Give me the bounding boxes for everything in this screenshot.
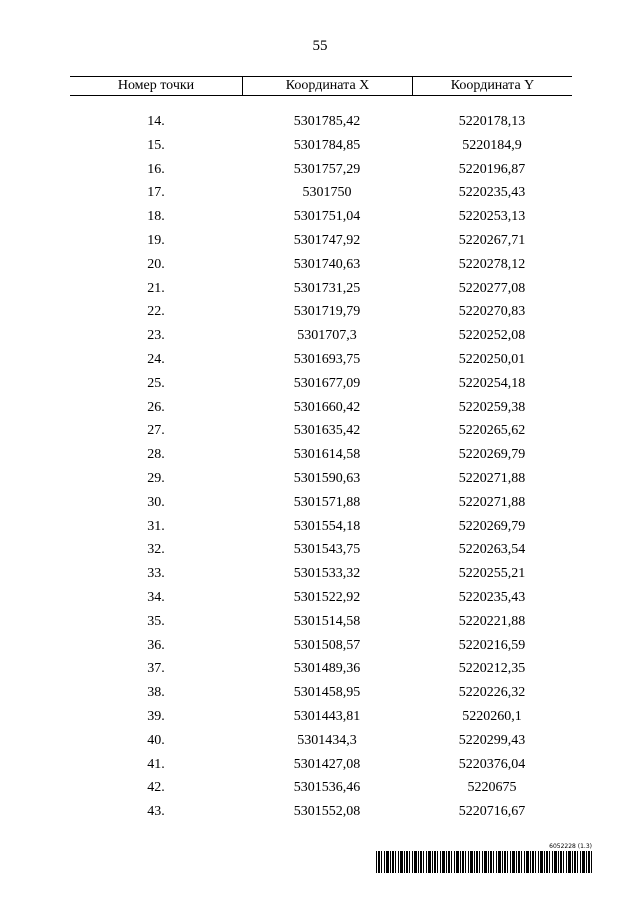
cell-coordinate-y: 5220265,62 <box>458 423 526 439</box>
cell-coordinate-y: 5220216,59 <box>458 637 526 653</box>
cell-coordinate-y: 5220259,38 <box>458 399 526 415</box>
cell-coordinate-x: 5301571,88 <box>293 494 361 510</box>
cell-coordinate-y: 5220267,71 <box>458 232 526 248</box>
table-row <box>70 303 572 327</box>
cell-coordinate-y: 5220271,88 <box>458 470 526 486</box>
table-row <box>70 803 572 827</box>
cell-coordinate-x: 5301552,08 <box>293 804 361 820</box>
cell-coordinate-x: 5301719,79 <box>293 304 361 320</box>
cell-coordinate-x: 5301784,85 <box>293 137 361 153</box>
table-row <box>70 208 572 232</box>
cell-point-number: 14. <box>147 114 165 129</box>
cell-point-number: 27. <box>147 423 165 439</box>
table-row <box>70 518 572 542</box>
table-body <box>70 113 572 827</box>
cell-point-number: 23. <box>147 328 165 344</box>
cell-coordinate-x: 5301614,58 <box>293 447 361 463</box>
barcode-bars <box>376 851 592 873</box>
cell-point-number: 26. <box>147 399 165 415</box>
cell-coordinate-y: 5220269,79 <box>458 447 526 463</box>
cell-coordinate-y: 5220254,18 <box>458 375 526 391</box>
cell-coordinate-x: 5301590,63 <box>293 470 361 486</box>
cell-coordinate-x: 5301489,36 <box>293 661 361 677</box>
table-row <box>70 256 572 280</box>
cell-coordinate-y: 5220212,35 <box>458 661 526 677</box>
cell-point-number: 25. <box>147 375 165 391</box>
cell-coordinate-x: 5301757,29 <box>293 161 361 177</box>
cell-coordinate-x: 5301554,18 <box>293 518 361 534</box>
cell-coordinate-y: 5220675 <box>467 780 517 796</box>
cell-point-number: 31. <box>147 518 165 534</box>
cell-coordinate-y: 5220270,83 <box>458 304 526 320</box>
cell-coordinate-x: 5301514,58 <box>293 613 361 629</box>
cell-coordinate-x: 5301785,42 <box>293 114 361 129</box>
barcode-icon <box>376 851 592 873</box>
cell-point-number: 22. <box>147 304 165 320</box>
table-row <box>70 113 572 137</box>
cell-coordinate-y: 5220376,04 <box>458 756 526 772</box>
table-row <box>70 708 572 732</box>
cell-coordinate-y: 5220235,43 <box>458 185 526 201</box>
cell-point-number: 37. <box>147 661 165 677</box>
cell-coordinate-x: 5301427,08 <box>293 756 361 772</box>
table-row <box>70 137 572 161</box>
cell-coordinate-x: 5301693,75 <box>293 351 361 367</box>
barcode-number: 6052228 (1.3) <box>549 843 592 850</box>
cell-point-number: 36. <box>147 637 165 653</box>
table-row <box>70 541 572 565</box>
header-point-number: Номер точки <box>117 78 195 93</box>
cell-coordinate-y: 5220271,88 <box>458 494 526 510</box>
cell-coordinate-y: 5220716,67 <box>458 804 526 820</box>
cell-point-number: 21. <box>147 280 165 296</box>
cell-point-number: 20. <box>147 256 165 272</box>
cell-coordinate-x: 5301443,81 <box>293 708 361 724</box>
cell-coordinate-y: 5220263,54 <box>458 542 526 558</box>
table-row <box>70 684 572 708</box>
table-row <box>70 446 572 470</box>
cell-coordinate-y: 5220226,32 <box>458 685 526 701</box>
cell-coordinate-y: 5220253,13 <box>458 209 526 225</box>
cell-point-number: 16. <box>147 161 165 177</box>
cell-point-number: 43. <box>147 804 165 820</box>
cell-coordinate-y: 5220277,08 <box>458 280 526 296</box>
cell-coordinate-y: 5220221,88 <box>458 613 526 629</box>
cell-point-number: 35. <box>147 613 165 629</box>
cell-coordinate-y: 5220184,9 <box>462 137 522 153</box>
cell-coordinate-y: 5220269,79 <box>458 518 526 534</box>
cell-coordinate-x: 5301751,04 <box>293 209 361 225</box>
cell-point-number: 19. <box>147 232 165 248</box>
cell-coordinate-x: 5301434,3 <box>297 732 357 748</box>
cell-point-number: 17. <box>147 185 165 201</box>
cell-coordinate-y: 5220252,08 <box>458 328 526 344</box>
table-row <box>70 375 572 399</box>
table-row <box>70 756 572 780</box>
table-row <box>70 637 572 661</box>
table-row <box>70 565 572 589</box>
cell-coordinate-x: 5301750 <box>302 185 352 201</box>
cell-coordinate-x: 5301536,46 <box>293 780 361 796</box>
cell-point-number: 32. <box>147 542 165 558</box>
cell-point-number: 18. <box>147 209 165 225</box>
table-row <box>70 399 572 423</box>
cell-point-number: 33. <box>147 566 165 582</box>
cell-point-number: 28. <box>147 447 165 463</box>
table-row <box>70 470 572 494</box>
cell-point-number: 41. <box>147 756 165 772</box>
header-coordinate-x: Координата X <box>242 77 412 95</box>
table-row <box>70 161 572 185</box>
cell-coordinate-y: 5220178,13 <box>458 114 526 129</box>
table-row <box>70 280 572 304</box>
cell-point-number: 42. <box>147 780 165 796</box>
coordinates-table <box>70 76 572 827</box>
cell-coordinate-x: 5301677,09 <box>293 375 361 391</box>
cell-point-number: 40. <box>147 732 165 748</box>
cell-coordinate-x: 5301458,95 <box>293 685 361 701</box>
cell-coordinate-x: 5301533,32 <box>293 566 361 582</box>
cell-coordinate-x: 5301635,42 <box>293 423 361 439</box>
table-row <box>70 779 572 803</box>
page-number: 55 <box>312 38 328 54</box>
table-row <box>70 732 572 756</box>
table-row <box>70 422 572 446</box>
cell-coordinate-y: 5220299,43 <box>458 732 526 748</box>
cell-coordinate-y: 5220255,21 <box>458 566 526 582</box>
table-row <box>70 494 572 518</box>
table-row <box>70 232 572 256</box>
cell-point-number: 39. <box>147 708 165 724</box>
cell-coordinate-x: 5301731,25 <box>293 280 361 296</box>
cell-point-number: 34. <box>147 589 165 605</box>
barcode-block <box>376 843 592 883</box>
table-row <box>70 613 572 637</box>
cell-coordinate-x: 5301740,63 <box>293 256 361 272</box>
cell-point-number: 24. <box>147 351 165 367</box>
cell-point-number: 15. <box>147 137 165 153</box>
cell-coordinate-y: 5220235,43 <box>458 589 526 605</box>
cell-coordinate-y: 5220278,12 <box>458 256 526 272</box>
cell-coordinate-x: 5301508,57 <box>293 637 361 653</box>
cell-coordinate-y: 5220196,87 <box>458 161 526 177</box>
cell-coordinate-x: 5301707,3 <box>297 328 357 344</box>
cell-coordinate-x: 5301660,42 <box>293 399 361 415</box>
table-row <box>70 589 572 613</box>
table-row <box>70 351 572 375</box>
cell-coordinate-y: 5220260,1 <box>462 708 522 724</box>
table-row <box>70 184 572 208</box>
cell-coordinate-x: 5301522,92 <box>293 589 361 605</box>
cell-point-number: 38. <box>147 685 165 701</box>
header-coordinate-y: Координата Y <box>412 77 572 95</box>
cell-point-number: 29. <box>147 470 165 486</box>
cell-coordinate-x: 5301543,75 <box>293 542 361 558</box>
cell-point-number: 30. <box>147 494 165 510</box>
table-header <box>70 76 572 96</box>
cell-coordinate-x: 5301747,92 <box>293 232 361 248</box>
table-row <box>70 327 572 351</box>
cell-coordinate-y: 5220250,01 <box>458 351 526 367</box>
table-row <box>70 660 572 684</box>
